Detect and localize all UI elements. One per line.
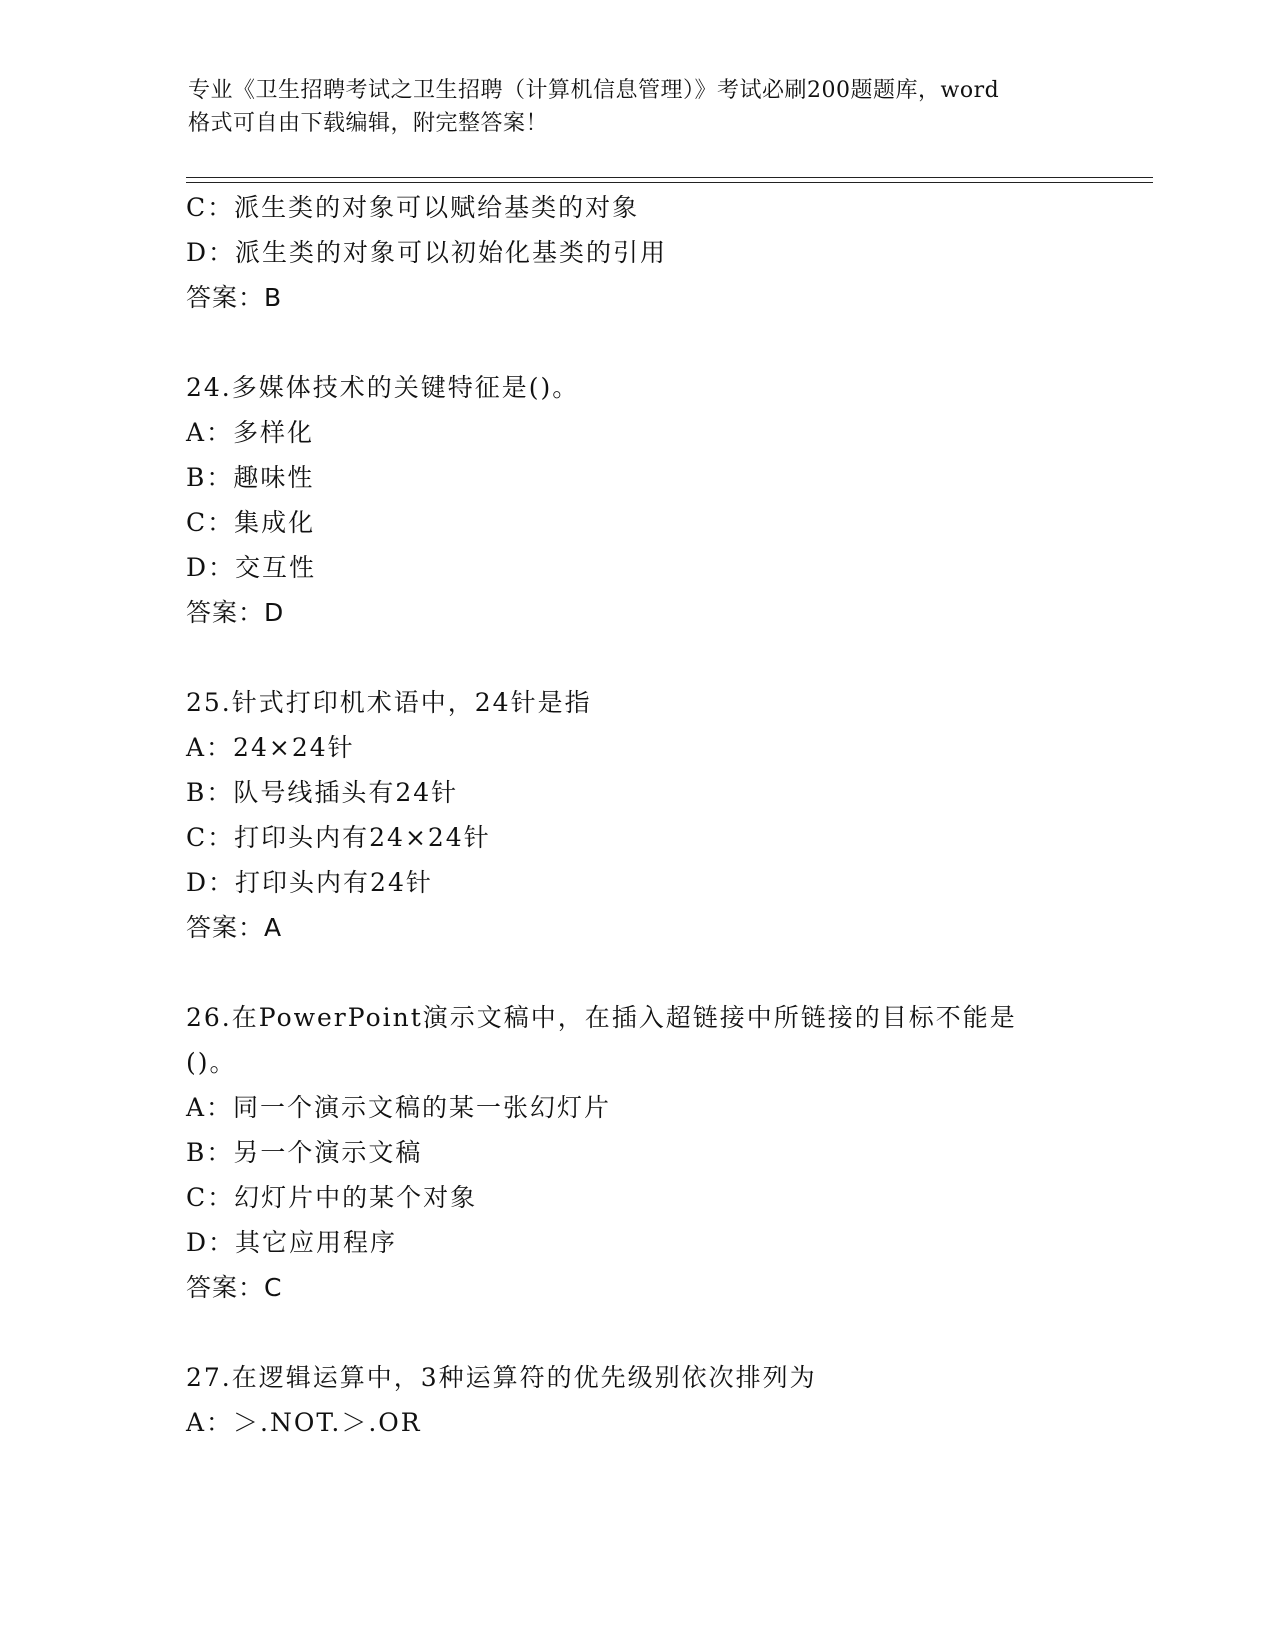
- q27-option-a: A：＞.NOT.＞.OR: [186, 1408, 422, 1437]
- q23-answer: 答案：B: [186, 283, 283, 312]
- q25-option-b: B：队号线插头有24针: [186, 778, 459, 807]
- header-title-line-2: 格式可自由下载编辑，附完整答案！: [188, 111, 549, 136]
- q25-option-c: C：打印头内有24×24针: [186, 823, 491, 852]
- q24-option-b: B：趣味性: [186, 463, 315, 492]
- q25-option-d: D：打印头内有24针: [186, 868, 433, 897]
- q26-question-line-1: 26.在PowerPoint演示文稿中，在插入超链接中所链接的目标不能是: [186, 1003, 1017, 1032]
- q26-option-d: D：其它应用程序: [186, 1228, 398, 1257]
- q24-option-c: C：集成化: [186, 508, 316, 537]
- q25-answer: 答案：A: [186, 913, 283, 942]
- q23-option-d: D：派生类的对象可以初始化基类的引用: [186, 238, 668, 267]
- q25-question: 25.针式打印机术语中，24针是指: [186, 688, 592, 717]
- q24-answer: 答案：D: [186, 598, 285, 627]
- q24-option-a: A：多样化: [186, 418, 315, 447]
- header-divider-top: [186, 177, 1153, 178]
- q26-answer: 答案：C: [186, 1273, 283, 1302]
- q26-option-a: A：同一个演示文稿的某一张幻灯片: [186, 1093, 612, 1122]
- q26-option-c: C：幻灯片中的某个对象: [186, 1183, 478, 1212]
- q23-option-c: C：派生类的对象可以赋给基类的对象: [186, 193, 640, 222]
- q25-option-a: A：24×24针: [186, 733, 355, 762]
- document-header: [188, 74, 1088, 140]
- q27-question: 27.在逻辑运算中，3种运算符的优先级别依次排列为: [186, 1363, 817, 1392]
- q26-option-b: B：另一个演示文稿: [186, 1138, 423, 1167]
- q26-question-line-2: ()。: [186, 1048, 237, 1077]
- header-divider-bottom: [186, 182, 1153, 183]
- q24-question: 24.多媒体技术的关键特征是()。: [186, 373, 580, 402]
- header-title-line-1: 专业《卫生招聘考试之卫生招聘（计算机信息管理）》考试必刷200题题库，word: [188, 78, 1000, 103]
- q24-option-d: D：交互性: [186, 553, 317, 582]
